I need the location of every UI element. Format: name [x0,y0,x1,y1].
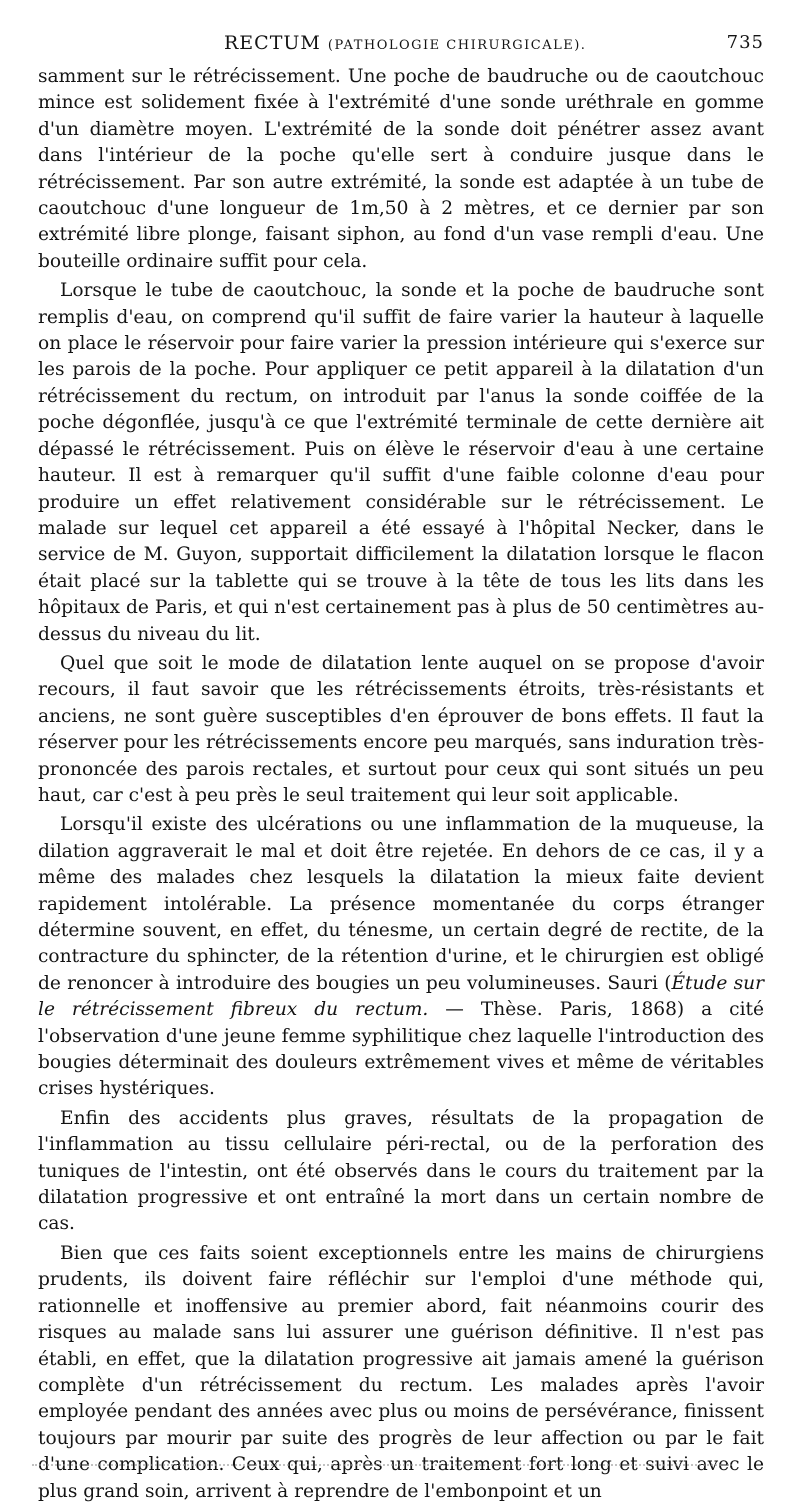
paragraph-2: Lorsque le tube de caoutchouc, la sonde et la poche de baudruche sont remplis d'eau, on comprend qu'il suffit de faire varier la hauteur à laquelle on place le réservoir pour faire varier la pression intérieure qui s'exerce sur les parois de la poche. Pour appliquer ce petit appareil à la dilatation d'un rétrécissement du rectum, on introduit par l'anus la sonde coiffée de la poche dégonflée, jusqu'à ce que l'extrémité terminale de cette dernière ait dépassé le rétrécissement. Puis on élève le réservoir d'eau à une certaine hauteur. Il est à remarquer qu'il suffit d'une faible colonne d'eau pour produire un effet relativement considérable sur le rétrécissement. Le malade sur lequel cet appareil a été essayé à l'hôpital Necker, dans le service de M. Guyon, supportait difficilement la dilatation lorsque le flacon était placé sur la tablette qui se trouve à la tête de tous les lits dans les hôpitaux de Paris, et qui n'est certainement pas à plus de 50 centimètres au-dessus du niveau du lit. [38,280,764,645]
paragraph-3: Quel que soit le mode de dilatation lente auquel on se propose d'avoir recours, il faut savoir que les rétrécissements étroits, très-résistants et anciens, ne sont guère susceptibles d'en éprouver de bons effets. Il faut la réserver pour les rétrécissements encore peu marqués, sans induration très-prononcée des parois rectales, et surtout pour ceux qui sont situés un peu haut, car c'est à peu près le seul traitement qui leur soit applicable. [38,652,764,806]
footer-bleed-through [32,1464,732,1469]
running-header [38,30,764,60]
page-number: 735 [726,32,764,53]
paragraph-4-text-b: — Thèse. Paris, 1868) a cité l'observation d'une jeune femme syphilitique chez laquelle l'introduction des bougies déterminait des douleurs extrêmement vives et même de véritables crises hystériques. [38,999,765,1100]
paragraph-4-text-a: Lorsqu'il existe des ulcérations ou une inflammation de la muqueuse, la dilation aggraverait le mal et doit être rejetée. En dehors de ce cas, il y a même des malades chez lesquels la dilatation la mieux faite devient rapidement intolérable. La présence momentanée du corps étranger détermine souvent, en effet, du ténesme, un certain degré de rectite, de la contracture du sphincter, de la rétention d'urine, et le chirurgien est obligé de renoncer à introduire des bougies un peu volumineuses. Sauri ( [38,814,764,994]
paragraph-5: Enfin des accidents plus graves, résultats de la propagation de l'inflammation au tissu cellulaire péri-rectal, ou de la perforation des tuniques de l'intestin, ont été observés dans le cours du traitement par la dilatation progressive et ont entraîné la mort dans un certain nombre de cas. [38,1107,764,1235]
paragraph-6: Bien que ces faits soient exceptionnels entre les mains de chirurgiens prudents, ils doivent faire réfléchir sur l'emploi d'une méthode qui, rationnelle et inoffensive au premier abord, fait néanmoins courir des risques au malade sans lui assurer une guérison définitive. Il n'est pas établi, en effet, que la dilatation progressive ait jamais amené la guérison complète d'un rétrécissement du rectum. Les malades après l'avoir employée pendant des années avec plus ou moins de persévérance, finissent toujours par mourir par suite des progrès de leur affection ou par le fait d'une complication. Ceux qui, après un traitement fort long et suivi avec le plus grand soin, arrivent à reprendre de l'embonpoint et un [38,1242,764,1502]
running-title-main: RECTUM [224,32,321,54]
running-title [224,32,586,54]
citation-title: Étude sur le rétrécissement fibreux du rectum. [38,972,764,1021]
paragraph-1: samment sur le rétrécissement. Une poche de baudruche ou de caoutchouc mince est solidement fixée à l'extrémité d'une sonde uréthrale en gomme d'un diamètre moyen. L'extrémité de la sonde doit pénétrer assez avant dans l'intérieur de la poche qu'elle sert à conduire jusque dans le rétrécissement. Par son autre extrémité, la sonde est adaptée à un tube de caoutchouc d'une longueur de 1m,50 à 2 mètres, et ce dernier par son extrémité libre plonge, faisant siphon, au fond d'un vase rempli d'eau. Une bouteille ordinaire suffit pour cela. [38,66,764,272]
body-text [38,64,764,1505]
book-page [38,30,764,1508]
running-title-sub: (PATHOLOGIE CHIRURGICALE). [327,38,587,53]
paragraph-4 [38,812,764,1102]
